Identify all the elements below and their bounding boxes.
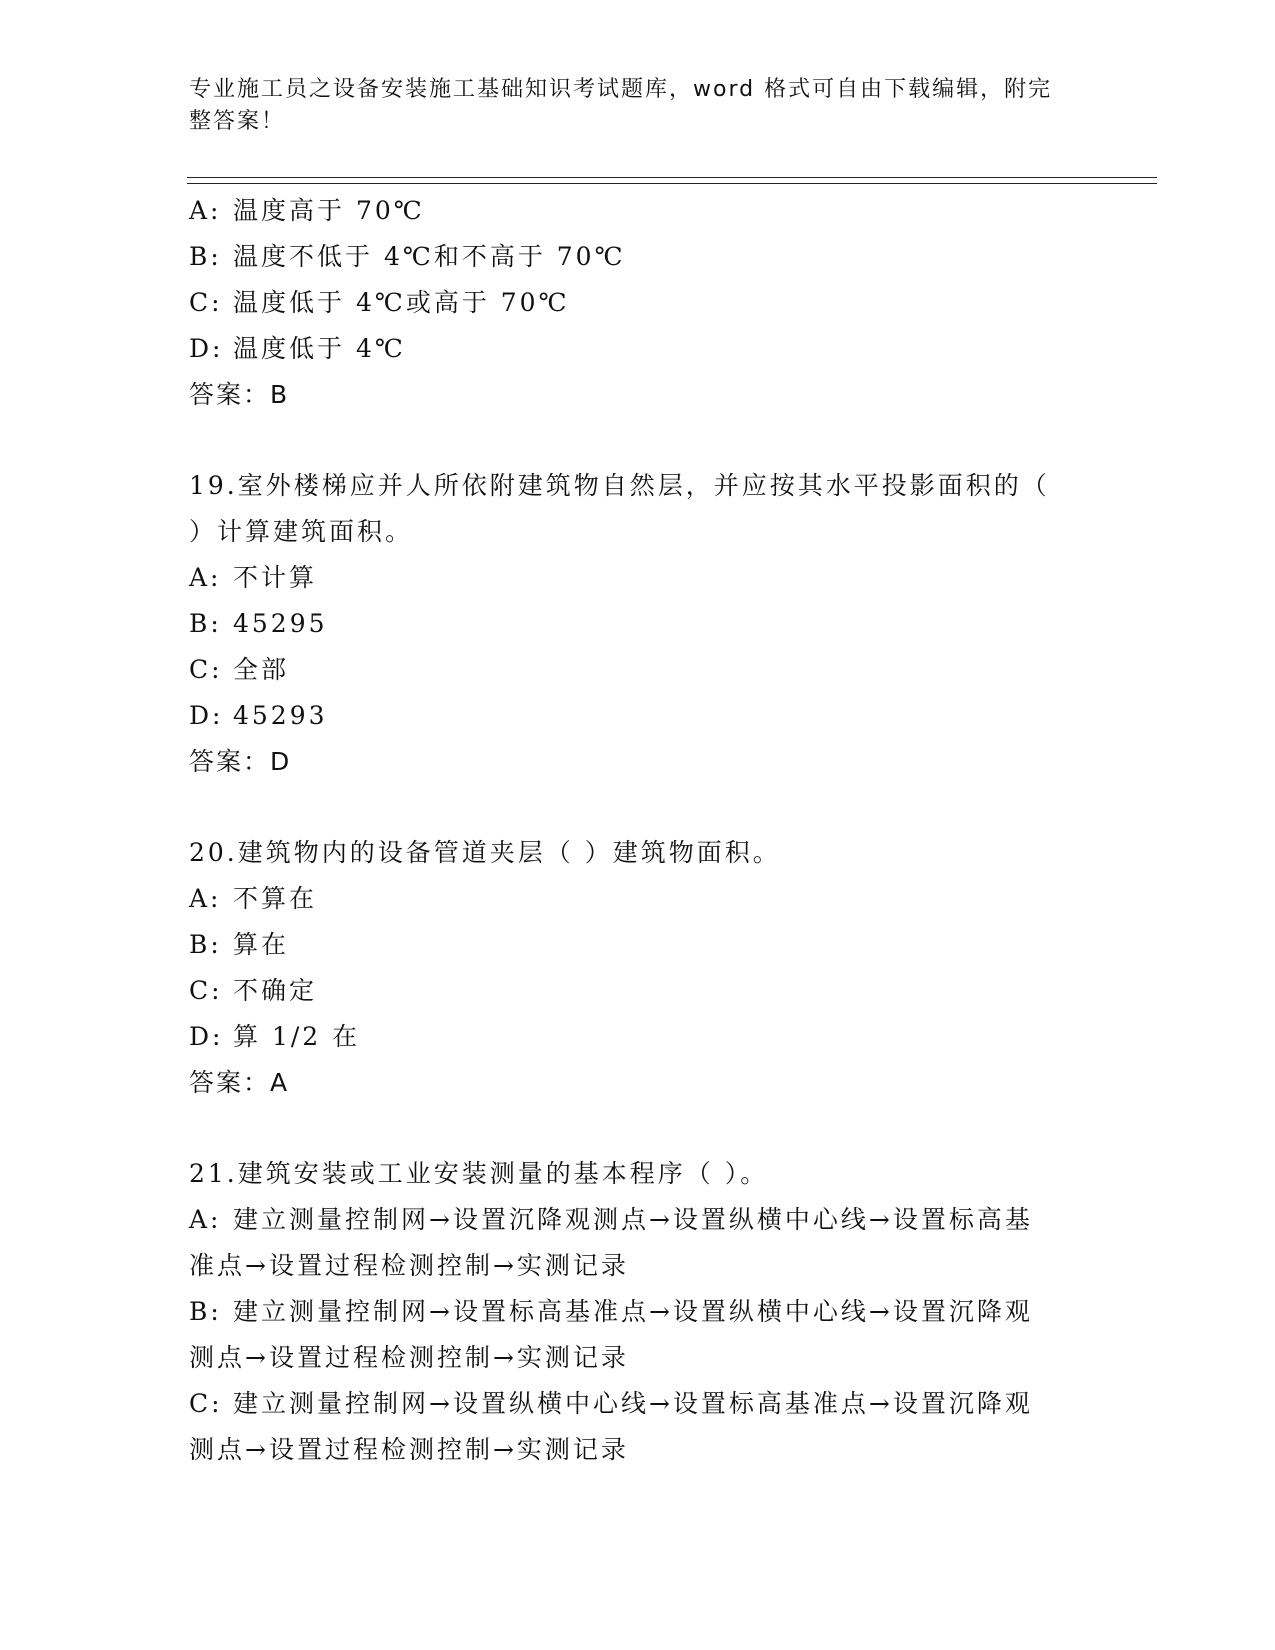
- option-text: 温度高于 70℃: [233, 196, 425, 225]
- option-text: 建立测量控制网→设置纵横中心线→设置标高基准点→设置沉降观: [233, 1389, 1033, 1418]
- option-a: [189, 555, 1079, 601]
- header-line: 整答案！: [189, 109, 286, 134]
- option-b: [189, 1289, 1079, 1335]
- option-label: A:: [189, 884, 222, 913]
- option-a: [189, 188, 1079, 234]
- option-label: C:: [189, 655, 223, 684]
- option-text: 温度不低于 4℃和不高于 70℃: [233, 242, 626, 271]
- question-stem: 21.建筑安装或工业安装测量的基本程序（ ）。: [189, 1159, 769, 1188]
- question-18: [189, 188, 1079, 418]
- option-label: B:: [189, 609, 222, 638]
- option-text: 建立测量控制网→设置标高基准点→设置纵横中心线→设置沉降观: [233, 1297, 1033, 1326]
- option-label: D:: [189, 1022, 224, 1051]
- option-c: [189, 968, 1079, 1014]
- option-label: D:: [189, 701, 224, 730]
- answer-line: 答案：A: [189, 1068, 290, 1097]
- option-text: 45295: [233, 609, 328, 638]
- option-c: [189, 1381, 1079, 1427]
- option-label: C:: [189, 1389, 223, 1418]
- option-text: 不确定: [233, 976, 318, 1005]
- option-label: B:: [189, 930, 222, 959]
- option-label: A:: [189, 563, 222, 592]
- option-text: 温度低于 4℃: [233, 334, 406, 363]
- option-label: C:: [189, 288, 223, 317]
- option-text: 全部: [233, 655, 290, 684]
- question-stem-continued: ）计算建筑面积。: [189, 517, 414, 546]
- option-label: C:: [189, 976, 223, 1005]
- option-c: [189, 647, 1079, 693]
- option-b: [189, 601, 1079, 647]
- option-d: [189, 693, 1079, 739]
- header-line: 专业施工员之设备安装施工基础知识考试题库，word 格式可自由下载编辑，附完: [189, 77, 1053, 102]
- document-header: [189, 74, 1089, 138]
- option-a: [189, 1197, 1079, 1243]
- option-label: A:: [189, 196, 222, 225]
- option-b: [189, 234, 1079, 280]
- option-b-continued: 测点→设置过程检测控制→实测记录: [189, 1343, 629, 1372]
- option-text: 建立测量控制网→设置沉降观测点→设置纵横中心线→设置标高基: [233, 1205, 1033, 1234]
- header-divider: [187, 177, 1157, 178]
- question-20: [189, 830, 1079, 1106]
- option-d: [189, 1014, 1079, 1060]
- option-label: A:: [189, 1205, 222, 1234]
- option-d: [189, 326, 1079, 372]
- option-label: B:: [189, 242, 222, 271]
- option-text: 不算在: [233, 884, 318, 913]
- question-stem: 19.室外楼梯应并人所依附建筑物自然层，并应按其水平投影面积的（: [189, 471, 1050, 500]
- option-text: 温度低于 4℃或高于 70℃: [233, 288, 570, 317]
- header-divider: [187, 183, 1157, 184]
- option-text: 45293: [233, 701, 328, 730]
- question-21: [189, 1151, 1079, 1473]
- answer-line: 答案：B: [189, 380, 290, 409]
- option-a: [189, 876, 1079, 922]
- option-text: 算 1/2 在: [233, 1022, 361, 1051]
- option-c-continued: 测点→设置过程检测控制→实测记录: [189, 1435, 629, 1464]
- option-a-continued: 准点→设置过程检测控制→实测记录: [189, 1251, 629, 1280]
- question-19: [189, 463, 1079, 785]
- option-b: [189, 922, 1079, 968]
- option-label: D:: [189, 334, 224, 363]
- question-list: [189, 188, 1079, 1473]
- option-label: B:: [189, 1297, 222, 1326]
- option-text: 不计算: [233, 563, 318, 592]
- option-text: 算在: [233, 930, 290, 959]
- answer-line: 答案：D: [189, 747, 292, 776]
- option-c: [189, 280, 1079, 326]
- question-stem: 20.建筑物内的设备管道夹层（ ）建筑物面积。: [189, 838, 781, 867]
